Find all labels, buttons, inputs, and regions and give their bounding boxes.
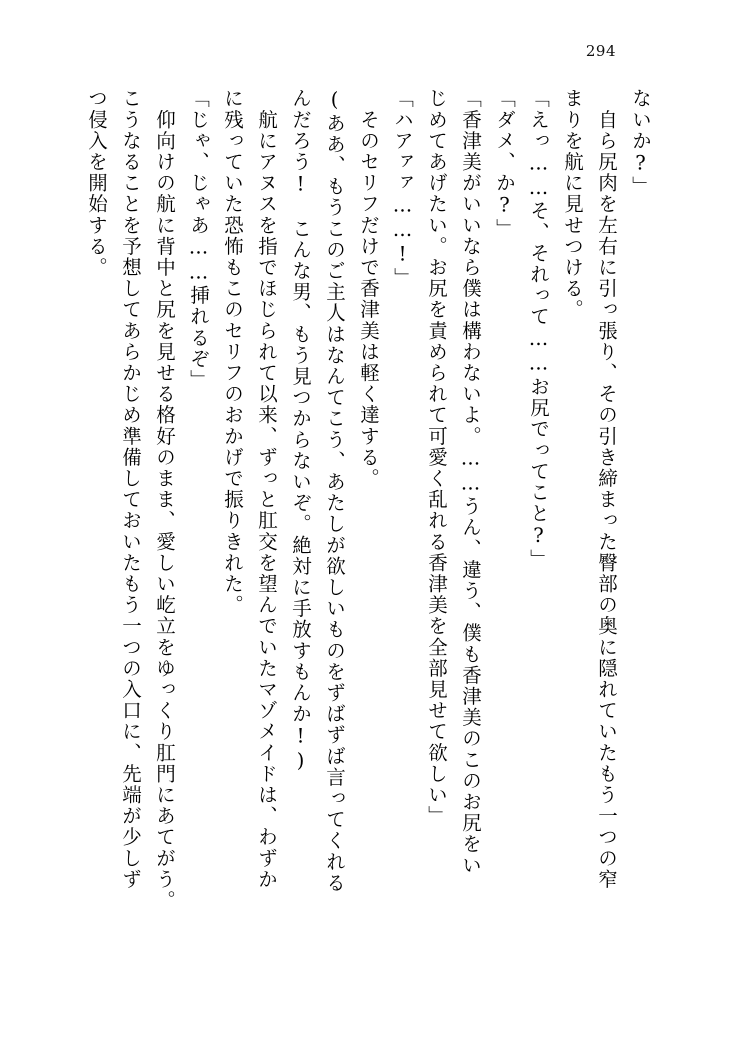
text-column: 仰向けの航に背中と尻を見せる格好のまま、愛しい屹立をゆっくり肛門にあてがう。: [153, 88, 176, 911]
text-column: そのセリフだけで香津美は軽く達する。: [357, 88, 380, 489]
text-column: 「ハアァァ……!」: [391, 88, 414, 289]
text-column: つ侵入を開始する。: [85, 88, 108, 278]
vertical-text-body: [72, 88, 650, 968]
text-column: 「じゃ、じゃあ……挿れるぞ」: [187, 88, 210, 391]
page-number: 294: [585, 42, 616, 60]
text-column: 「ダメ、か?」: [493, 88, 516, 240]
text-column: に残っていた恐怖もこのセリフのおかげで振りきれた。: [221, 88, 244, 616]
text-column: 「香津美がいいなら僕は構わないよ。……うん、違う、僕も香津美のこのお尻をい: [459, 88, 482, 876]
text-column: じめてあげたい。お尻を責められて可愛く乱れる香津美を全部見せて欲しい」: [425, 88, 448, 827]
text-column: こうなることを予想してあらかじめ準備しておいたもう一つの入口に、先端が少しず: [119, 88, 142, 890]
text-column: 自ら尻肉を左右に引っ張り、その引き締まった臀部の奥に隠れていたもう一つの窄: [595, 88, 618, 890]
text-column: 「えっ……そ、それって……お尻でってこと?」: [527, 88, 550, 570]
text-column: 航にアヌスを指でほじられて以来、ずっと肛交を望んでいたマゾメイドは、わずか: [255, 88, 278, 890]
text-column: まりを航に見せつける。: [561, 88, 584, 321]
text-column: んだろう! こんな男、もう見つからないぞ。絶対に手放すもんか!): [289, 88, 312, 774]
text-column: (ああ、もうこのご主人はなんてこう、あたしが欲しいものをずばずば言ってくれる: [323, 88, 346, 894]
text-column: ないか?」: [629, 88, 652, 197]
